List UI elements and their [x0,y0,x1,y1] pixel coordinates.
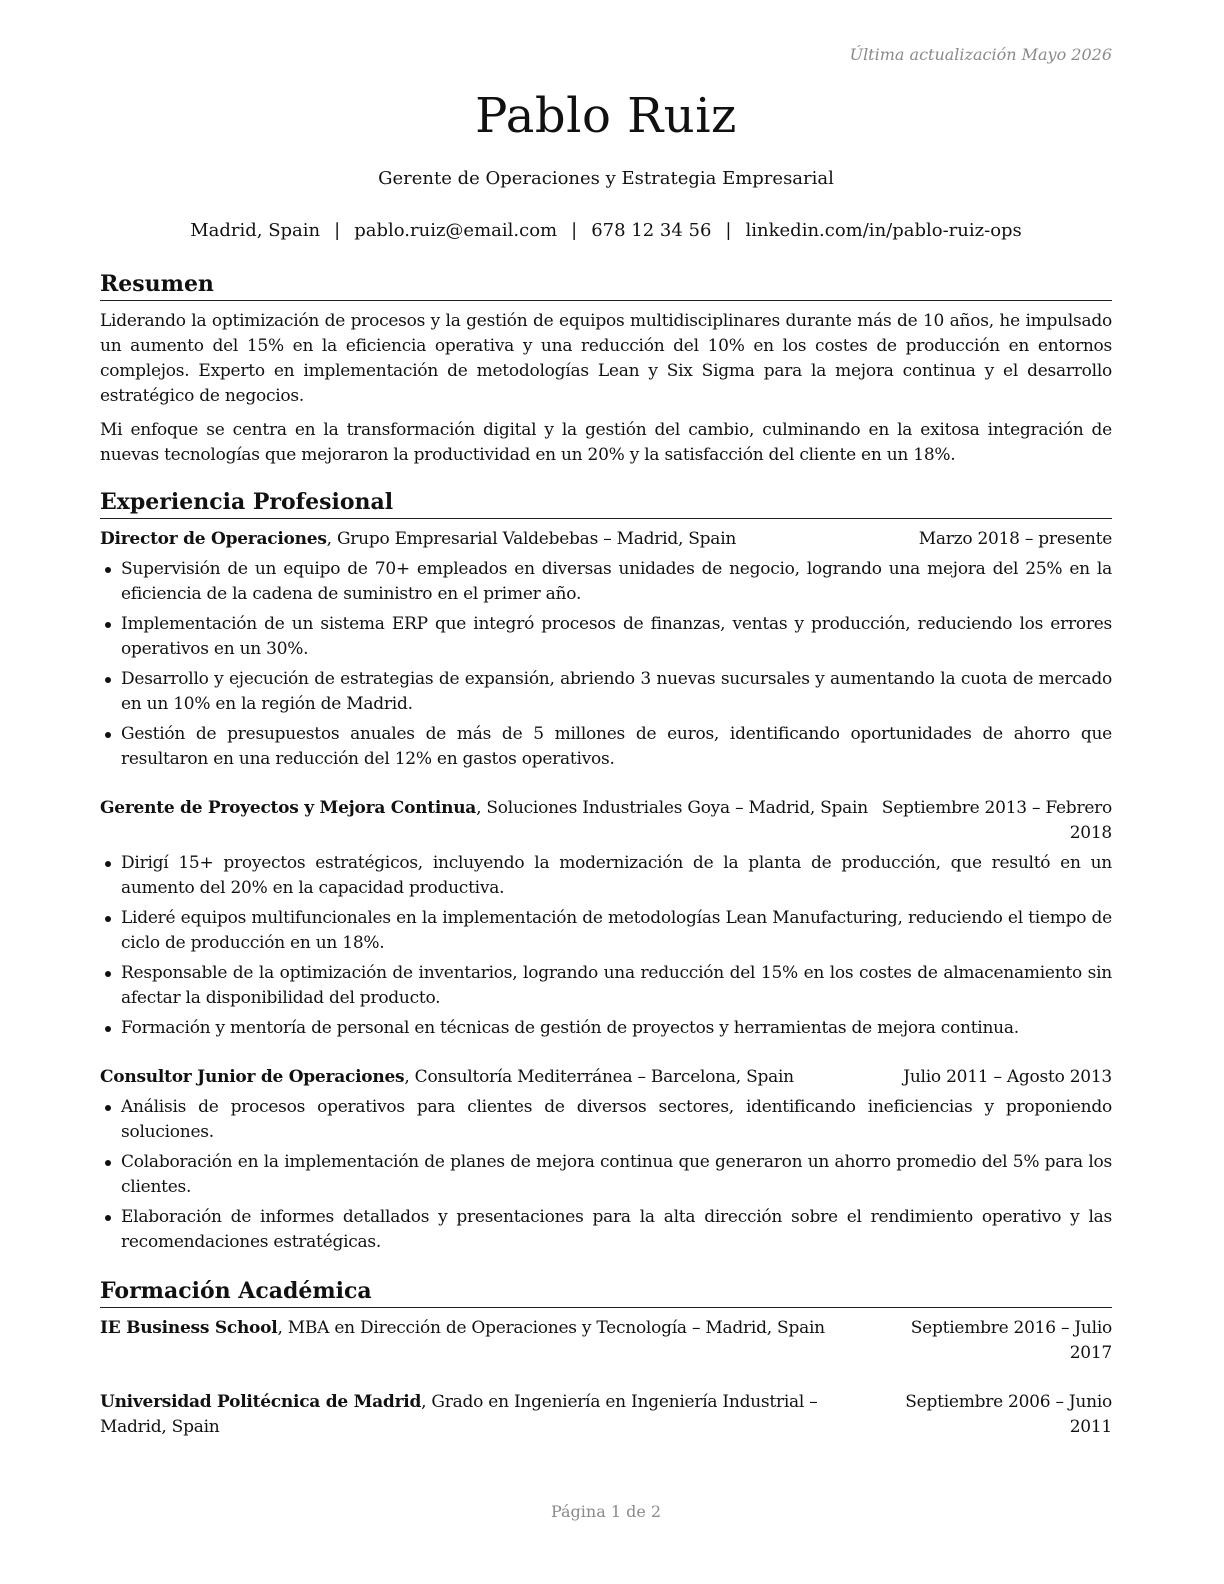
education-dates: Septiembre 2006 – Junio 2011 [905,1392,1112,1437]
education-section [100,1277,1112,1464]
contact-separator: | [334,220,341,241]
education-dates: Septiembre 2016 – Julio 2017 [910,1318,1112,1363]
job-entry [100,1065,1112,1255]
summary-section [100,270,1112,477]
job-dates: Julio 2011 – Agosto 2013 [903,1067,1112,1087]
last-updated: Última actualización Mayo 2026 [849,45,1112,64]
section-title: Resumen [100,270,1112,301]
job-company: , Consultoría Mediterránea – Barcelona, Spain [404,1067,794,1087]
contact-linkedin[interactable]: linkedin.com/in/pablo-ruiz-ops [745,220,1022,241]
list-item: Gestión de presupuestos anuales de más de 5 millones de euros, identificando oportunidades de ahorro que resultaron en una reducción del 12% en gastos operativos. [100,722,1112,772]
education-degree: , MBA en Dirección de Operaciones y Tecnología – Madrid, Spain [277,1318,825,1338]
job-company: , Soluciones Industriales Goya – Madrid, Spain [476,798,868,818]
list-item: Supervisión de un equipo de 70+ empleados en diversas unidades de negocio, logrando una mejora del 25% en la eficiencia de la cadena de suministro en el primer año. [100,557,1112,607]
education-degree: , Grado en Ingeniería en Ingeniería Industrial – Madrid, Spain [100,1392,818,1437]
education-entry [100,1316,1112,1366]
job-dates: Septiembre 2013 – Febrero 2018 [881,798,1112,843]
candidate-name: Pablo Ruiz [475,88,737,144]
education-header [100,1316,1112,1366]
list-item: Elaboración de informes detallados y presentaciones para la alta dirección sobre el rendimiento operativo y las recomendaciones estratégicas. [100,1205,1112,1255]
job-role: Gerente de Proyectos y Mejora Continua [100,798,477,818]
education-school: IE Business School [100,1318,278,1338]
job-entry [100,796,1112,1041]
list-item: Lideré equipos multifuncionales en la implementación de metodologías Lean Manufacturing, reduciendo el tiempo de ciclo de producción en un 18%. [100,906,1112,956]
contact-email[interactable]: pablo.ruiz@email.com [354,220,558,241]
job-header [100,796,1112,846]
job-header [100,527,1112,552]
section-title: Experiencia Profesional [100,488,1112,519]
job-header [100,1065,1112,1090]
job-role: Consultor Junior de Operaciones [100,1067,405,1087]
resume-page [100,0,1112,1584]
section-title: Formación Académica [100,1277,1112,1308]
summary-paragraph: Liderando la optimización de procesos y la gestión de equipos multidisciplinares durante más de 10 años, he impulsado un aumento del 15% en la eficiencia operativa y una reducción del 10% en los costes de producción en entornos complejos. Experto en implementación de metodologías Lean y Six Sigma para la mejora continua y el desarrollo estratégico de negocios. [100,311,1112,406]
job-company: , Grupo Empresarial Valdebebas – Madrid, Spain [326,529,737,549]
page-number: Página 1 de 2 [550,1502,662,1521]
education-entry [100,1390,1112,1440]
job-entry [100,527,1112,772]
contact-separator: | [725,220,732,241]
list-item: Responsable de la optimización de inventarios, logrando una reducción del 15% en los costes de almacenamiento sin afectar la disponibilidad del producto. [100,961,1112,1011]
contact-separator: | [571,220,578,241]
list-item: Análisis de procesos operativos para clientes de diversos sectores, identificando ineficiencias y proponiendo soluciones. [100,1095,1112,1145]
experience-section [100,488,1112,1279]
contact-phone: 678 12 34 56 [591,220,712,241]
summary-paragraph: Mi enfoque se centra en la transformación digital y la gestión del cambio, culminando en la exitosa integración de nuevas tecnologías que mejoraron la productividad en un 20% y la satisfacción del cliente en un 18%. [100,420,1112,465]
education-school: Universidad Politécnica de Madrid [100,1392,422,1412]
job-bullets [100,557,1112,772]
list-item: Desarrollo y ejecución de estrategias de expansión, abriendo 3 nuevas sucursales y aumentando la cuota de mercado en un 10% en la región de Madrid. [100,667,1112,717]
job-bullets [100,1095,1112,1255]
candidate-headline: Gerente de Operaciones y Estrategia Empresarial [378,168,834,189]
job-dates: Marzo 2018 – presente [918,529,1112,549]
contact-location: Madrid, Spain [190,220,321,241]
job-bullets [100,851,1112,1041]
job-role: Director de Operaciones [100,529,327,549]
list-item: Colaboración en la implementación de planes de mejora continua que generaron un ahorro promedio del 5% para los clientes. [100,1150,1112,1200]
list-item: Formación y mentoría de personal en técnicas de gestión de proyectos y herramientas de mejora continua. [100,1016,1112,1041]
contact-line [100,220,1112,241]
list-item: Dirigí 15+ proyectos estratégicos, incluyendo la modernización de la planta de producción, que resultó en un aumento del 20% en la capacidad productiva. [100,851,1112,901]
list-item: Implementación de un sistema ERP que integró procesos de finanzas, ventas y producción, reduciendo los errores operativos en un 30%. [100,612,1112,662]
education-header [100,1390,1112,1440]
